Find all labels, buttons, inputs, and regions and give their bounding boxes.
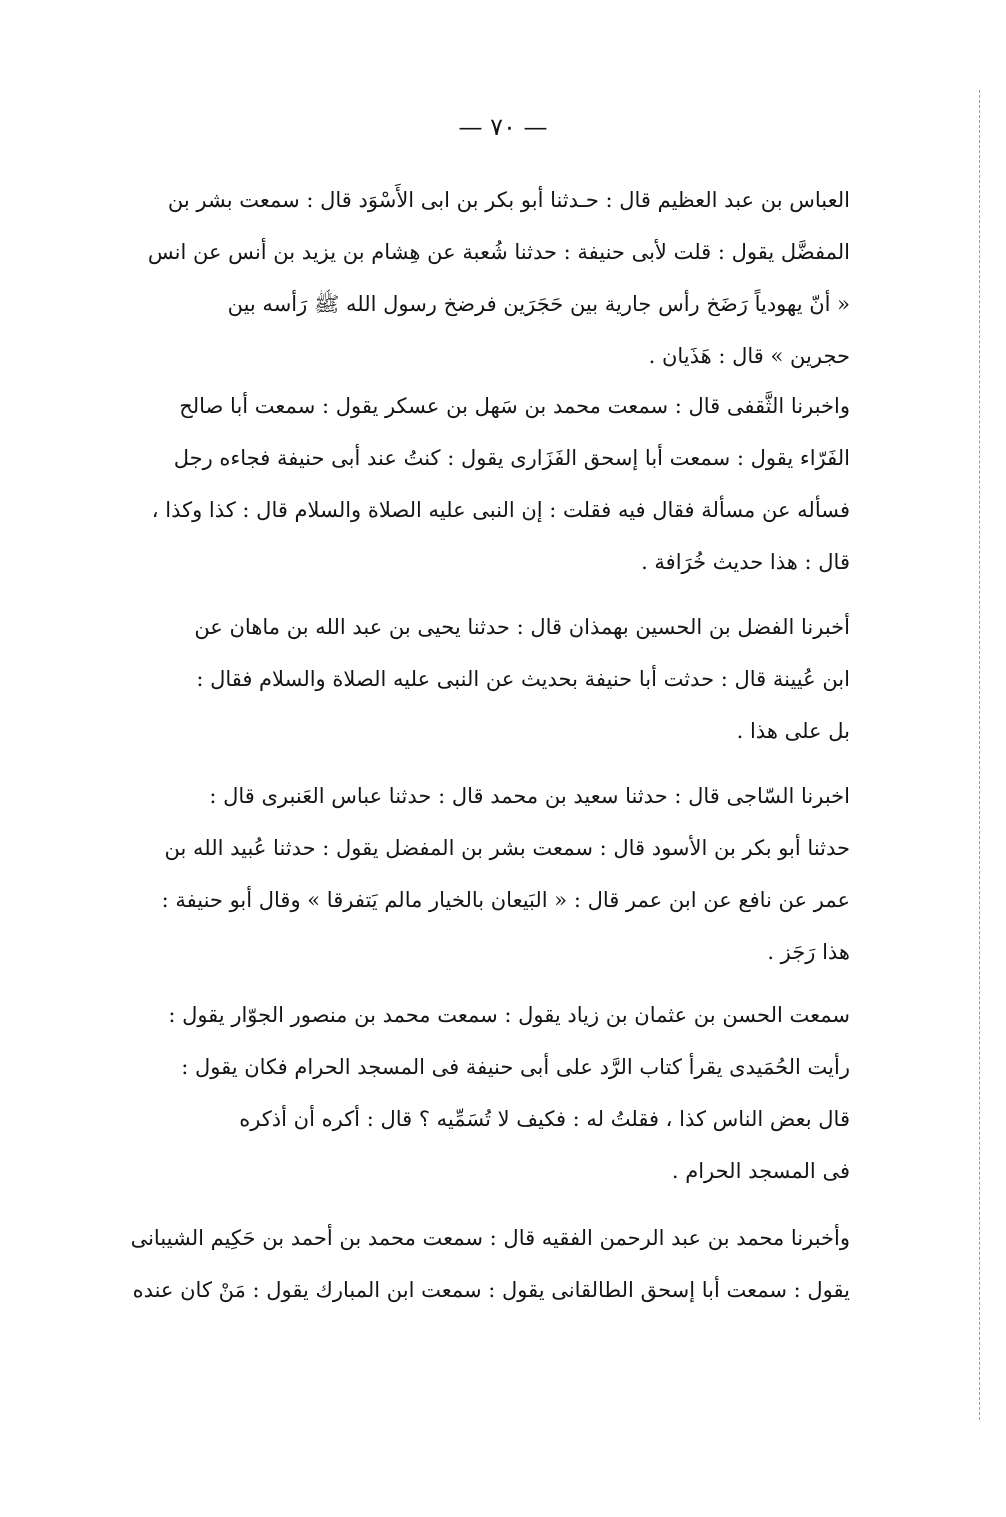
text-line: رأيت الحُمَيدى يقرأ كتاب الرَّد على أبى حنيفة فى المسجد الحرام فكان يقول : (181, 1055, 850, 1079)
paragraph-1 (112, 174, 850, 382)
text-line: يقول : سمعت أبا إسحق الطالقانى يقول : سمعت ابن المبارك يقول : مَنْ كان عنده (132, 1278, 850, 1302)
text-line: فى المسجد الحرام . (671, 1159, 850, 1183)
paragraph-5 (112, 989, 850, 1197)
text-line: ابن عُيينة قال : حدثت أبا حنيفة بحديث عن النبى عليه الصلاة والسلام فقال : (196, 667, 850, 691)
paragraph-6 (112, 1212, 850, 1316)
page-number: — ٧٠ — (458, 113, 548, 141)
text-line: سمعت الحسن بن عثمان بن زياد يقول : سمعت محمد بن منصور الجوّار يقول : (168, 1003, 850, 1027)
text-line: « أنّ يهودياً رَضَخ رأس جارية بين حَجَرَين فرضخ رسول الله ﷺ رَأسه بين (227, 292, 850, 316)
text-line: قال بعض الناس كذا ، فقلتُ له : فكيف لا تُسَمِّيه ؟ قال : أكره أن أذكره (239, 1107, 850, 1131)
text-line: أخبرنا الفضل بن الحسين بهمذان قال : حدثنا يحيى بن عبد الله بن ماهان عن (194, 615, 850, 639)
text-line: واخبرنا الثَّقفى قال : سمعت محمد بن سَهل بن عسكر يقول : سمعت أبا صالح (179, 394, 850, 418)
paragraph-3 (112, 601, 850, 757)
text-line: بل على هذا . (736, 719, 850, 743)
text-line: قال : هذا حديث خُرَافة . (641, 550, 850, 574)
text-line: وأخبرنا محمد بن عبد الرحمن الفقيه قال : سمعت محمد بن أحمد بن حَكِيم الشيبانى (130, 1226, 850, 1250)
paragraph-4 (112, 770, 850, 978)
text-line: الفَرّاء يقول : سمعت أبا إسحق الفَزَارى يقول : كنتُ عند أبى حنيفة فجاءه رجل (173, 446, 850, 470)
text-line: فسأله عن مسألة فقال فيه فقلت : إن النبى عليه الصلاة والسلام قال : كذا وكذا ، (151, 498, 850, 522)
text-line: اخبرنا السّاجى قال : حدثنا سعيد بن محمد قال : حدثنا عباس العَنبرى قال : (209, 784, 850, 808)
paragraph-2 (112, 380, 850, 588)
text-line: العباس بن عبد العظيم قال : حـدثنا أبو بكر بن ابى الأَسْوَد قال : سمعت بشر بن (167, 188, 850, 212)
scan-edge-line (979, 90, 980, 1420)
text-line: هذا رَجَز . (767, 940, 850, 964)
text-line: المفضَّل يقول : قلت لأبى حنيفة : حدثنا شُعبة عن هِشام بن يزيد بن أنس عن انس (147, 240, 850, 264)
text-line: عمر عن نافع عن ابن عمر قال : « البَيعان بالخيار مالم يَتفرقا » وقال أبو حنيفة : (161, 888, 850, 912)
text-line: حدثنا أبو بكر بن الأسود قال : سمعت بشر بن المفضل يقول : حدثنا عُبيد الله بن (164, 836, 850, 860)
text-line: حجرين » قال : هَذَيان . (648, 344, 850, 368)
